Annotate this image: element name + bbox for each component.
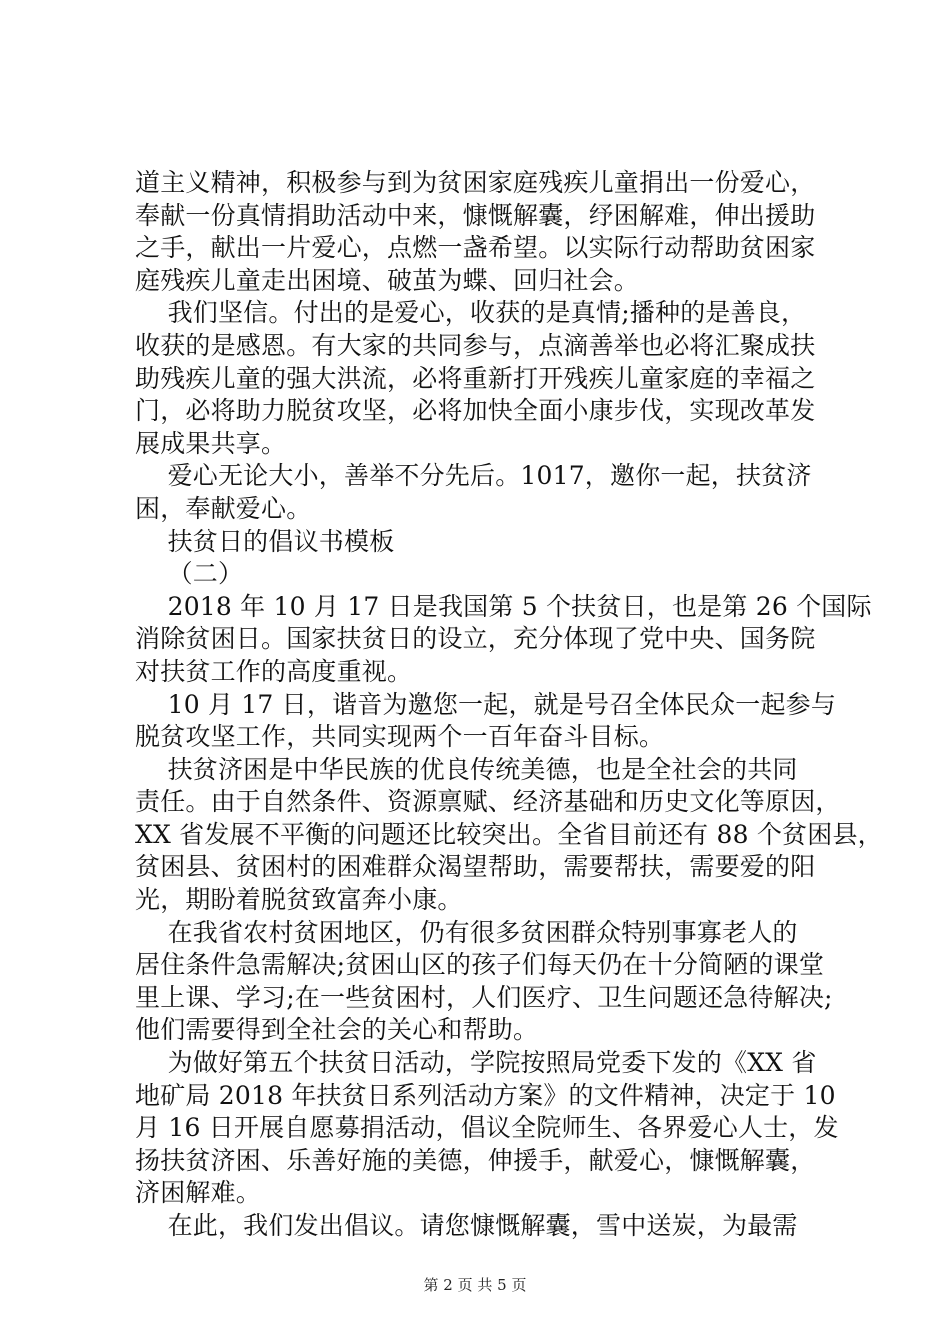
text-line: 光，期盼着脱贫致富奔小康。 bbox=[135, 885, 463, 915]
text-line: 脱贫攻坚工作，共同实现两个一百年奋斗目标。 bbox=[135, 722, 665, 752]
text-line: 消除贫困日。国家扶贫日的设立，充分体现了党中央、国务院 bbox=[135, 624, 816, 654]
page-footer: 第 2 页 共 5 页 bbox=[423, 1276, 527, 1294]
text-line: 道主义精神，积极参与到为贫困家庭残疾儿童捐出一份爱心， bbox=[135, 168, 816, 197]
text-line: 奉献一份真情捐助活动中来，慷慨解囊，纾困解难，伸出援助 bbox=[135, 200, 816, 230]
text-line: 居住条件急需解决;贫困山区的孩子们每天仍在十分简陋的课堂 bbox=[135, 950, 825, 980]
text-line: 济困解难。 bbox=[135, 1178, 262, 1208]
text-line: 门，必将助力脱贫攻坚，必将加快全面小康步伐，实现改革发 bbox=[135, 396, 816, 426]
text-line: 扬扶贫济困、乐善好施的美德，伸援手，献爱心，慷慨解囊， bbox=[135, 1145, 816, 1175]
text-line: 在我省农村贫困地区，仍有很多贫困群众特别事寡老人的 bbox=[135, 917, 798, 947]
text-line: 困，奉献爱心。 bbox=[135, 493, 312, 523]
text-line: 对扶贫工作的高度重视。 bbox=[135, 656, 413, 686]
section-number: （二） bbox=[135, 559, 244, 589]
text-line: 责任。由于自然条件、资源禀赋、经济基础和历史文化等原因， bbox=[135, 787, 841, 817]
text-line: 地矿局 2018 年扶贫日系列活动方案》的文件精神，决定于 10 bbox=[135, 1080, 836, 1110]
text-line: 他们需要得到全社会的关心和帮助。 bbox=[135, 1015, 539, 1045]
text-line: 为做好第五个扶贫日活动，学院按照局党委下发的《XX 省 bbox=[135, 1048, 817, 1078]
section-heading: 扶贫日的倡议书模板 bbox=[135, 526, 395, 556]
text-line: XX 省发展不平衡的问题还比较突出。全省目前还有 88 个贫困县， bbox=[135, 819, 883, 849]
text-line: 10 月 17 日，谐音为邀您一起，就是号召全体民众一起参与 bbox=[135, 689, 837, 719]
text-line: 展成果共享。 bbox=[135, 428, 287, 458]
text-line: 贫困县、贫困村的困难群众渴望帮助，需要帮扶，需要爱的阳 bbox=[135, 852, 816, 882]
text-line: 月 16 日开展自愿募捐活动，倡议全院师生、各界爱心人士，发 bbox=[135, 1113, 839, 1143]
text-line: 扶贫济困是中华民族的优良传统美德，也是全社会的共同 bbox=[135, 754, 798, 784]
text-line: 我们坚信。付出的是爱心，收获的是真情;播种的是善良， bbox=[135, 298, 807, 328]
document-body bbox=[135, 167, 883, 1243]
text-line: 助残疾儿童的强大洪流，必将重新打开残疾儿童家庭的幸福之 bbox=[135, 363, 816, 393]
text-line: 2018 年 10 月 17 日是我国第 5 个扶贫日，也是第 26 个国际 bbox=[135, 591, 872, 621]
text-line: 之手，献出一片爱心，点燃一盏希望。以实际行动帮助贫困家 bbox=[135, 233, 816, 263]
text-line: 收获的是感恩。有大家的共同参与，点滴善举也必将汇聚成扶 bbox=[135, 330, 816, 360]
text-line: 爱心无论大小，善举不分先后。1017，邀你一起，扶贫济 bbox=[135, 461, 812, 491]
text-line: 里上课、学习;在一些贫困村，人们医疗、卫生问题还急待解决; bbox=[135, 982, 833, 1012]
text-line: 在此，我们发出倡议。请您慷慨解囊，雪中送炭，为最需 bbox=[135, 1211, 798, 1240]
text-line: 庭残疾儿童走出困境、破茧为蝶、回归社会。 bbox=[135, 265, 640, 295]
